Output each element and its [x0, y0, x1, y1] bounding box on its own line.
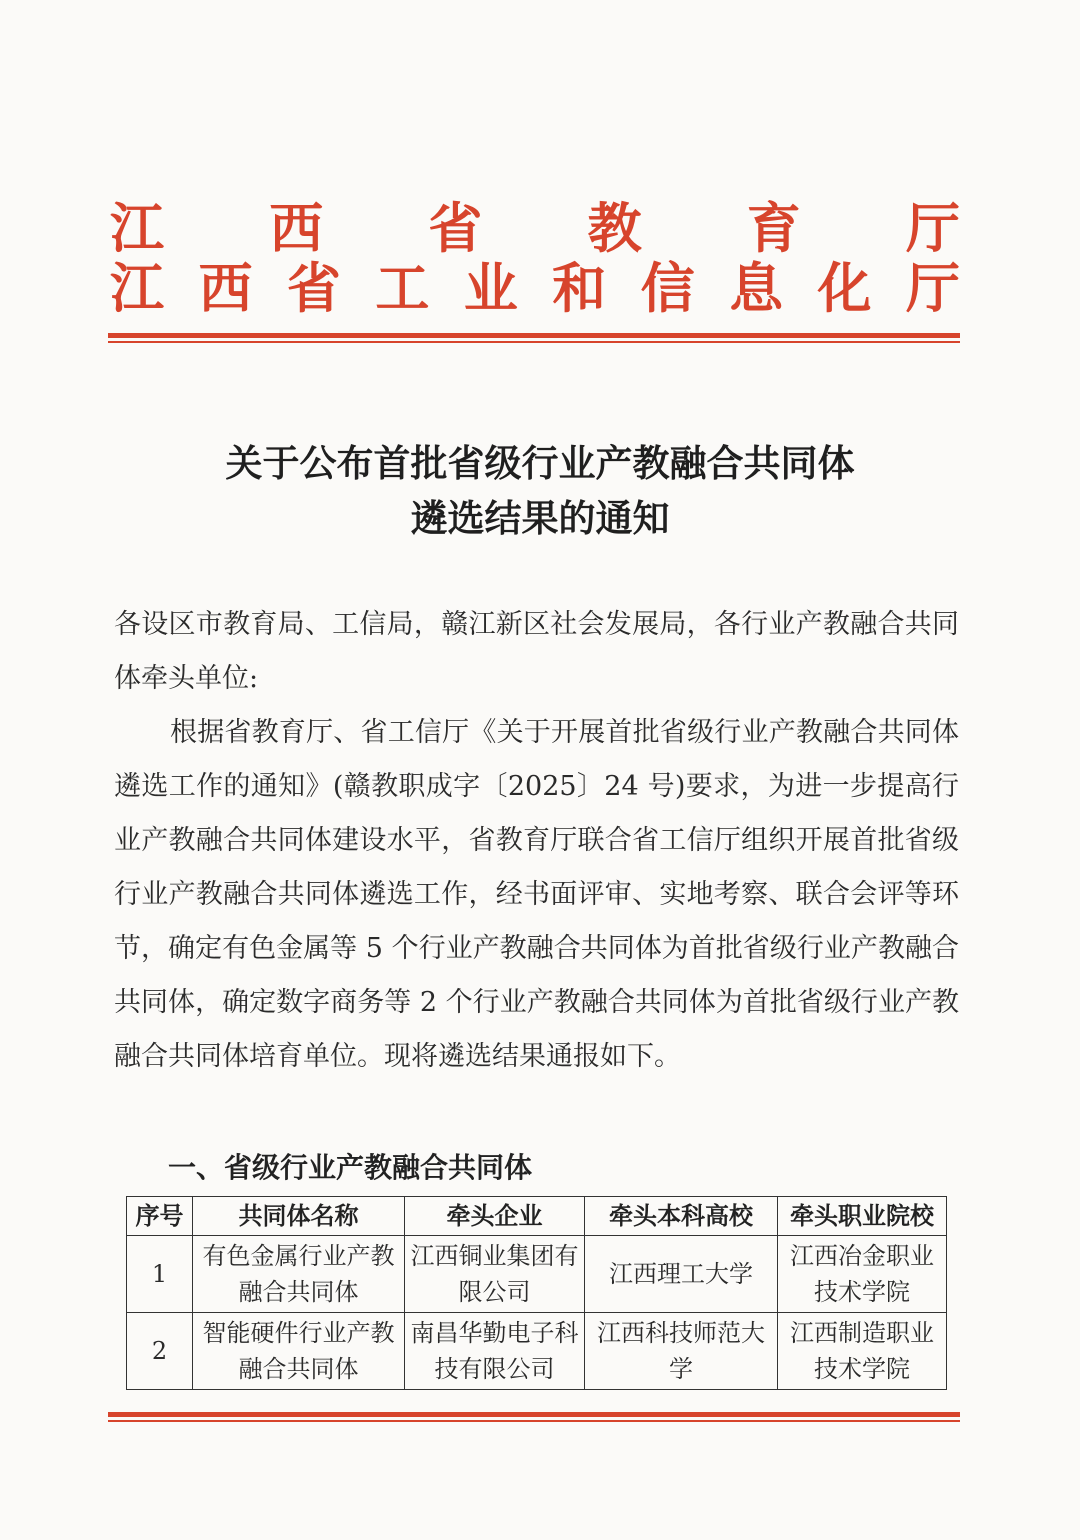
footer-red-rule [108, 1412, 960, 1417]
issuer-char: 江 [110, 196, 164, 260]
header-red-rule-thin [108, 341, 960, 343]
issuer-char: 信 [640, 256, 695, 320]
community-table [126, 1196, 947, 1390]
issuer-line-industry-dept [110, 258, 960, 318]
issuer-char: 江 [110, 256, 164, 320]
issuer-line-education-dept [110, 198, 960, 258]
document-title-line-2: 遴选结果的通知 [410, 497, 670, 540]
salutation: 各设区市教育局、工信局，赣江新区社会发展局，各行业产教融合共同体牵头单位: [114, 609, 959, 694]
body-paragraph: 根据省教育厅、省工信厅《关于开展首批省级行业产教融合共同体遴选工作的通知》(赣教职成字〔2025〕24 号)要求，为进一步提高行业产教融合共同体建设水平，省教育厅联合省工信厅组织开展首批省级行业产教融合共同体遴选工作，经书面评审、实地考察、联合会评等环节，确定有色金属等 5 个行业产教融合共同体为首批省级行业产教融合共同体，确定数字商务等 2 个行业产教融合共同体为首批省级行业产教融合共同体培育单位。现将遴选结果通报如下。 [114, 717, 959, 1072]
cell-vocational: 江西制造职业技术学院 [778, 1313, 947, 1390]
cell-index: 1 [127, 1236, 193, 1313]
issuer-char: 息 [729, 256, 784, 320]
table-header-row [127, 1197, 947, 1236]
header-red-rule [108, 333, 960, 338]
issuer-char: 育 [746, 196, 801, 260]
header-cell-vocational: 牵头职业院校 [778, 1197, 947, 1236]
cell-vocational: 江西冶金职业技术学院 [778, 1236, 947, 1313]
issuer-char: 化 [817, 256, 872, 320]
table-row [127, 1236, 947, 1313]
issuer-char: 省 [428, 196, 483, 260]
header-cell-university: 牵头本科高校 [585, 1197, 778, 1236]
cell-university: 江西理工大学 [585, 1236, 778, 1313]
cell-university: 江西科技师范大学 [585, 1313, 778, 1390]
cell-enterprise: 南昌华勤电子科技有限公司 [405, 1313, 585, 1390]
issuer-char: 西 [198, 256, 253, 320]
issuer-char: 业 [463, 256, 518, 320]
cell-enterprise: 江西铜业集团有限公司 [405, 1236, 585, 1313]
header-cell-enterprise: 牵头企业 [405, 1197, 585, 1236]
cell-name: 智能硬件行业产教融合共同体 [193, 1313, 405, 1390]
document-title-line-1: 关于公布首批省级行业产教融合共同体 [225, 442, 855, 485]
cell-name: 有色金属行业产教融合共同体 [193, 1236, 405, 1313]
cell-index: 2 [127, 1313, 193, 1390]
header-cell-index: 序号 [127, 1197, 193, 1236]
issuer-char: 和 [552, 256, 607, 320]
section-heading: 一、省级行业产教融合共同体 [168, 1151, 533, 1184]
footer-red-rule-thin [108, 1420, 960, 1422]
issuer-char: 厅 [905, 196, 960, 260]
header-cell-name: 共同体名称 [193, 1197, 405, 1236]
issuer-char: 西 [269, 196, 324, 260]
table-row [127, 1313, 947, 1390]
issuer-char: 厅 [905, 256, 960, 320]
issuer-char: 教 [587, 196, 642, 260]
issuer-char: 工 [375, 256, 430, 320]
issuer-char: 省 [286, 256, 341, 320]
